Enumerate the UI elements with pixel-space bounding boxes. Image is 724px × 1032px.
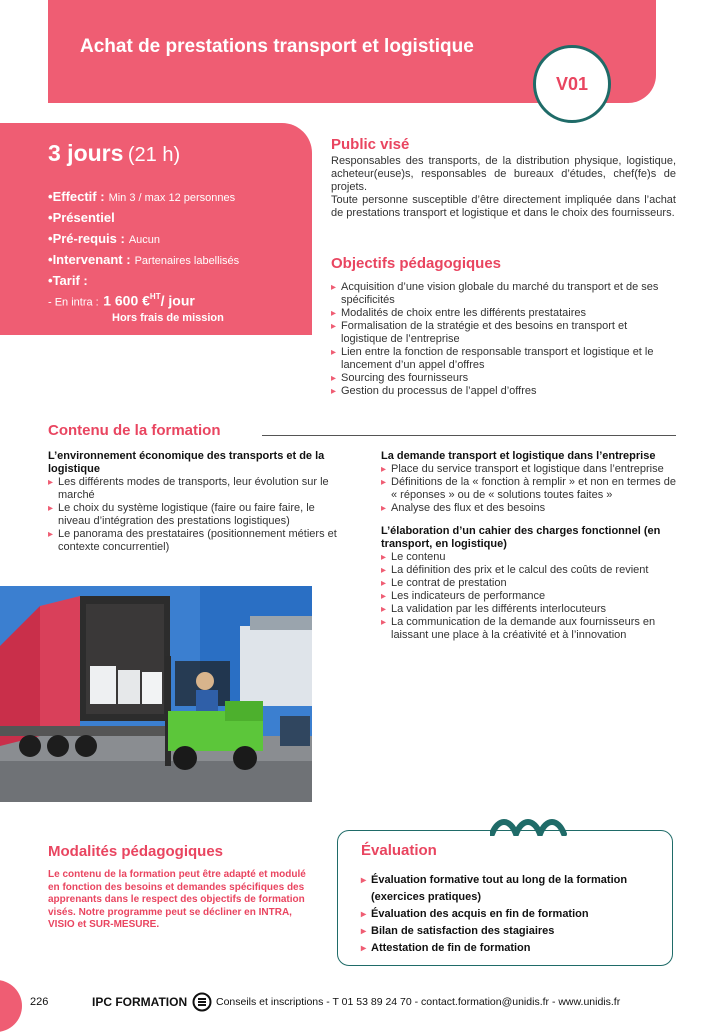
contenu-subtitle: L’élaboration d’un cahier des charges fonctionnel (en transport, en logistique) — [381, 525, 661, 550]
price-value: 1 600 € — [103, 292, 150, 309]
evaluation-title: Évaluation — [361, 842, 437, 859]
list-item: ▸ Évaluation des acquis en fin de formation — [361, 906, 661, 923]
list-item: ▸ Définitions de la « fonction à remplir » et non en termes de « réponses » ou de « solutions toutes faites » — [381, 476, 681, 502]
modalites-title: Modalités pédagogiques — [48, 843, 224, 860]
list-item: ▸ Le panorama des prestataires (positionnement métiers et contexte concurrentiel) — [48, 528, 340, 554]
brand-logo-icon — [192, 992, 212, 1012]
list-item: ▸ Place du service transport et logistique dans l’entreprise — [381, 463, 681, 476]
info-row: • Tarif : — [48, 273, 310, 294]
public-paragraph: Toute personne susceptible d’être directement impliquée dans l’achat de prestations transport et logistique et dans le choix des fournisseurs. — [331, 194, 676, 219]
page-title: Achat de prestations transport et logistique — [80, 36, 474, 57]
objectifs-title: Objectifs pédagogiques — [331, 255, 502, 272]
evaluation-list — [361, 872, 661, 957]
price-unit: / jour — [160, 292, 195, 309]
list-item: ▸ Formalisation de la stratégie et des besoins en transport et logistique de l’entreprise — [331, 320, 671, 346]
info-list — [48, 189, 310, 294]
list-item: ▸ Lien entre la fonction de responsable transport et logistique et le lancement d’un appel d’offres — [331, 346, 671, 372]
price-label: - En intra : — [48, 296, 99, 309]
truck-forklift-photo — [0, 586, 312, 802]
list-item: ▸ Gestion du processus de l’appel d’offres — [331, 385, 671, 398]
list-item: ▸ Sourcing des fournisseurs — [331, 372, 671, 385]
price-ht: HT — [149, 292, 161, 301]
section-divider — [262, 435, 676, 436]
list-item: ▸ Le contenu — [381, 551, 681, 564]
list-item: ▸ La validation par les différents interlocuteurs — [381, 603, 681, 616]
duration-hours: (21 h) — [127, 144, 181, 166]
page-number: 226 — [30, 996, 49, 1008]
public-title: Public visé — [331, 136, 410, 153]
list-item: ▸ Analyse des flux et des besoins — [381, 502, 681, 515]
list-item: ▸ Bilan de satisfaction des stagiaires — [361, 923, 661, 940]
duration — [48, 140, 180, 167]
contenu-subtitle: L’environnement économique des transports et de la logistique — [48, 450, 325, 475]
list-item: ▸ La communication de la demande aux fournisseurs en laissant une place à la créativité et à l’innovation — [381, 616, 681, 642]
contenu-col-left — [48, 450, 340, 554]
modalites-text: Le contenu de la formation peut être adapté et modulé en fonction des besoins et demandes spécifiques des apprenants dans le respect des objectifs de formation visés. Notre programme peut se décliner en INTRA, VISIO et SUR-MESURE. — [48, 869, 306, 930]
info-row: • Présentiel — [48, 210, 310, 231]
list-item: ▸ Le contrat de prestation — [381, 577, 681, 590]
list-item: ▸ Les différents modes de transports, leur évolution sur le marché — [48, 476, 340, 502]
list-item: ▸ Modalités de choix entre les différents prestataires — [331, 307, 671, 320]
list-item: ▸ Attestation de fin de formation — [361, 940, 661, 957]
list-item: ▸ La définition des prix et le calcul des coûts de revient — [381, 564, 681, 577]
info-row: • Intervenant : Partenaires labellisés — [48, 252, 310, 273]
price — [48, 292, 195, 310]
footer-brand: IPC FORMATION — [92, 995, 188, 1009]
price-note: Hors frais de mission — [112, 312, 224, 324]
course-code-badge: V01 — [533, 45, 611, 123]
public-text — [331, 155, 676, 220]
contenu-col-right — [381, 450, 681, 642]
duration-days: 3 jours — [48, 140, 124, 166]
list-item: ▸ Les indicateurs de performance — [381, 590, 681, 603]
info-row: • Effectif : Min 3 / max 12 personnes — [48, 189, 310, 210]
objectifs-list — [331, 281, 671, 398]
contenu-subtitle: La demande transport et logistique dans l’entreprise — [381, 450, 656, 462]
list-item: ▸ Le choix du système logistique (faire ou faire faire, le niveau d’intégration des prestations logistiques) — [48, 502, 340, 528]
footer-decoration — [0, 980, 22, 1032]
list-item: ▸ Évaluation formative tout au long de la formation (exercices pratiques) — [361, 872, 661, 906]
public-paragraph: Responsables des transports, de la distribution physique, logistique, acheteur(euse)s, responsables de bureaux d’études, chef(fe)s de projets. — [331, 155, 676, 193]
info-row: • Pré-requis : Aucun — [48, 231, 310, 252]
footer-contact: Conseils et inscriptions - T 01 53 89 24 70 - contact.formation@unidis.fr - www.unidis.fr — [216, 996, 621, 1008]
contenu-title: Contenu de la formation — [48, 422, 221, 439]
list-item: ▸ Acquisition d’une vision globale du marché du transport et de ses spécificités — [331, 281, 671, 307]
